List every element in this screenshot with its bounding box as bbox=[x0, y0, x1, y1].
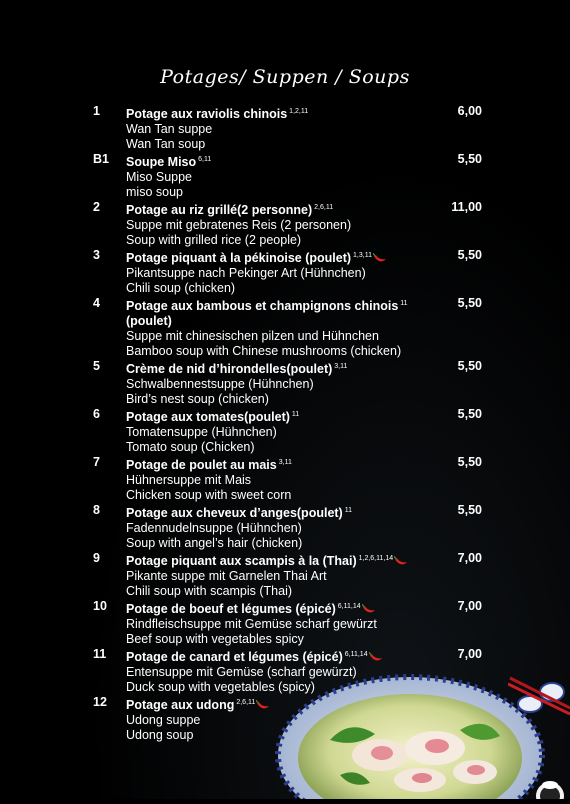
menu-item bbox=[0, 599, 570, 647]
item-english-name: Bird’s nest soup (chicken) bbox=[126, 392, 269, 406]
item-name-text: Potage aux udong bbox=[126, 698, 235, 712]
item-price: 5,50 bbox=[457, 359, 482, 373]
item-german-name: Fadennudelnsuppe (Hühnchen) bbox=[126, 521, 302, 535]
item-number: 5 bbox=[93, 359, 100, 373]
item-name-text: Potage de poulet au mais bbox=[126, 458, 277, 472]
item-name bbox=[126, 248, 426, 266]
item-name-text: Soupe Miso bbox=[126, 155, 197, 169]
item-number: 11 bbox=[93, 647, 107, 661]
item-name-text: Potage aux tomates(poulet) bbox=[126, 410, 290, 424]
menu-item bbox=[0, 455, 570, 503]
item-german-name: Udong suppe bbox=[126, 713, 201, 727]
allergen-codes: 6,11,14 bbox=[344, 651, 368, 658]
item-number: 7 bbox=[93, 455, 100, 469]
item-number: 6 bbox=[93, 407, 100, 421]
item-number: 8 bbox=[93, 503, 100, 517]
item-english-name: Tomato soup (Chicken) bbox=[126, 440, 255, 454]
item-number: 10 bbox=[93, 599, 107, 613]
item-german-name: Entensuppe mit Gemüse (scharf gewürzt) bbox=[126, 665, 357, 679]
item-english-name: miso soup bbox=[126, 185, 183, 199]
item-english-name: Wan Tan soup bbox=[126, 137, 206, 151]
item-name-text: Potage de boeuf et légumes (épicé) bbox=[126, 602, 336, 616]
item-english-name: Duck soup with vegetables (spicy) bbox=[126, 680, 315, 694]
item-english-name: Soup with angel’s hair (chicken) bbox=[126, 536, 303, 550]
item-name-continued: (poulet) bbox=[126, 314, 172, 328]
item-price: 7,00 bbox=[457, 551, 482, 565]
menu-item bbox=[0, 503, 570, 551]
item-name bbox=[126, 455, 426, 473]
item-german-name: Miso Suppe bbox=[126, 170, 193, 184]
chili-pepper-icon bbox=[393, 554, 408, 568]
chili-pepper-icon bbox=[361, 602, 376, 616]
item-price: 5,50 bbox=[457, 503, 482, 517]
item-german-name: Schwalbennestsuppe (Hühnchen) bbox=[126, 377, 314, 391]
item-english-name: Chili soup (chicken) bbox=[126, 281, 236, 295]
item-name bbox=[126, 359, 426, 377]
item-price: 5,50 bbox=[457, 407, 482, 421]
item-english-name: Chicken soup with sweet corn bbox=[126, 488, 292, 502]
item-german-name: Hühnersuppe mit Mais bbox=[126, 473, 252, 487]
item-price: 5,50 bbox=[457, 455, 482, 469]
item-german-name: Pikante suppe mit Garnelen Thai Art bbox=[126, 569, 327, 583]
allergen-codes: 11 bbox=[400, 300, 408, 307]
item-english-name: Chili soup with scampis (Thai) bbox=[126, 584, 293, 598]
item-price: 5,50 bbox=[457, 296, 482, 310]
allergen-codes: 3,11 bbox=[278, 459, 292, 466]
item-name-text: Potage piquant aux scampis à la (Thai) bbox=[126, 554, 357, 568]
menu-item bbox=[0, 200, 570, 248]
item-name-text: Potage aux bambous et champignons chinois bbox=[126, 299, 399, 313]
item-price: 6,00 bbox=[457, 104, 482, 118]
chopsticks-icon bbox=[508, 670, 570, 725]
page-title: Potages/ Suppen / Soups bbox=[160, 66, 410, 88]
item-german-name: Tomatensuppe (Hühnchen) bbox=[126, 425, 277, 439]
item-name bbox=[126, 152, 426, 170]
allergen-codes: 2,6,11 bbox=[314, 204, 334, 211]
item-price: 7,00 bbox=[457, 647, 482, 661]
item-name-text: Potage aux raviolis chinois bbox=[126, 107, 288, 121]
allergen-codes: 1,3,11 bbox=[353, 252, 372, 259]
item-name bbox=[126, 503, 426, 521]
item-number: 1 bbox=[93, 104, 100, 118]
item-english-name: Soup with grilled rice (2 people) bbox=[126, 233, 302, 247]
allergen-codes: 6,11,14 bbox=[337, 603, 361, 610]
item-name-text: Crème de nid d’hirondelles(poulet) bbox=[126, 362, 333, 376]
menu-item bbox=[0, 152, 570, 200]
menu-item bbox=[0, 296, 570, 359]
item-english-name: Beef soup with vegetables spicy bbox=[126, 632, 304, 646]
item-number: 12 bbox=[93, 695, 107, 709]
item-german-name: Pikantsuppe nach Pekinger Art (Hühnchen) bbox=[126, 266, 366, 280]
allergen-codes: 11 bbox=[291, 411, 300, 418]
allergen-codes: 1,2,6,11,14 bbox=[358, 555, 394, 562]
item-number: 9 bbox=[93, 551, 100, 565]
item-price: 11,00 bbox=[451, 200, 482, 214]
allergen-codes: 6,11 bbox=[198, 156, 212, 163]
item-price: 5,50 bbox=[457, 248, 482, 262]
item-number: B1 bbox=[93, 152, 109, 166]
item-name bbox=[126, 599, 426, 617]
item-name-text: Potage de canard et légumes (épicé) bbox=[126, 650, 343, 664]
item-name bbox=[126, 104, 426, 122]
menu-item bbox=[0, 104, 570, 152]
item-name bbox=[126, 407, 426, 425]
chef-logo-icon bbox=[530, 776, 570, 804]
item-name bbox=[126, 200, 426, 218]
allergen-codes: 2,6,11 bbox=[236, 699, 256, 706]
item-number: 3 bbox=[93, 248, 100, 262]
item-number: 4 bbox=[93, 296, 100, 310]
soup-menu-list bbox=[0, 104, 570, 743]
item-german-name: Suppe mit chinesischen pilzen und Hühnchen bbox=[126, 329, 379, 343]
menu-item bbox=[0, 407, 570, 455]
chili-pepper-icon bbox=[372, 251, 387, 265]
chili-pepper-icon bbox=[255, 698, 270, 712]
item-name bbox=[126, 551, 426, 569]
item-name-text: Potage au riz grillé(2 personne) bbox=[126, 203, 313, 217]
item-english-name: Udong soup bbox=[126, 728, 194, 742]
item-number: 2 bbox=[93, 200, 100, 214]
menu-item bbox=[0, 248, 570, 296]
item-german-name: Wan Tan suppe bbox=[126, 122, 213, 136]
menu-item bbox=[0, 359, 570, 407]
allergen-codes: 1,2,11 bbox=[289, 108, 309, 115]
item-english-name: Bamboo soup with Chinese mushrooms (chicken) bbox=[126, 344, 402, 358]
item-name-text: Potage piquant à la pékinoise (poulet) bbox=[126, 251, 352, 265]
allergen-codes: 3,11 bbox=[334, 363, 348, 370]
item-german-name: Rindfleischsuppe mit Gemüse scharf gewürzt bbox=[126, 617, 377, 631]
menu-item bbox=[0, 551, 570, 599]
item-name-text: Potage aux cheveux d’anges(poulet) bbox=[126, 506, 343, 520]
item-price: 5,50 bbox=[457, 152, 482, 166]
item-price: 7,00 bbox=[457, 599, 482, 613]
item-german-name: Suppe mit gebratenes Reis (2 personen) bbox=[126, 218, 352, 232]
allergen-codes: 11 bbox=[344, 507, 352, 514]
item-name bbox=[126, 296, 426, 314]
